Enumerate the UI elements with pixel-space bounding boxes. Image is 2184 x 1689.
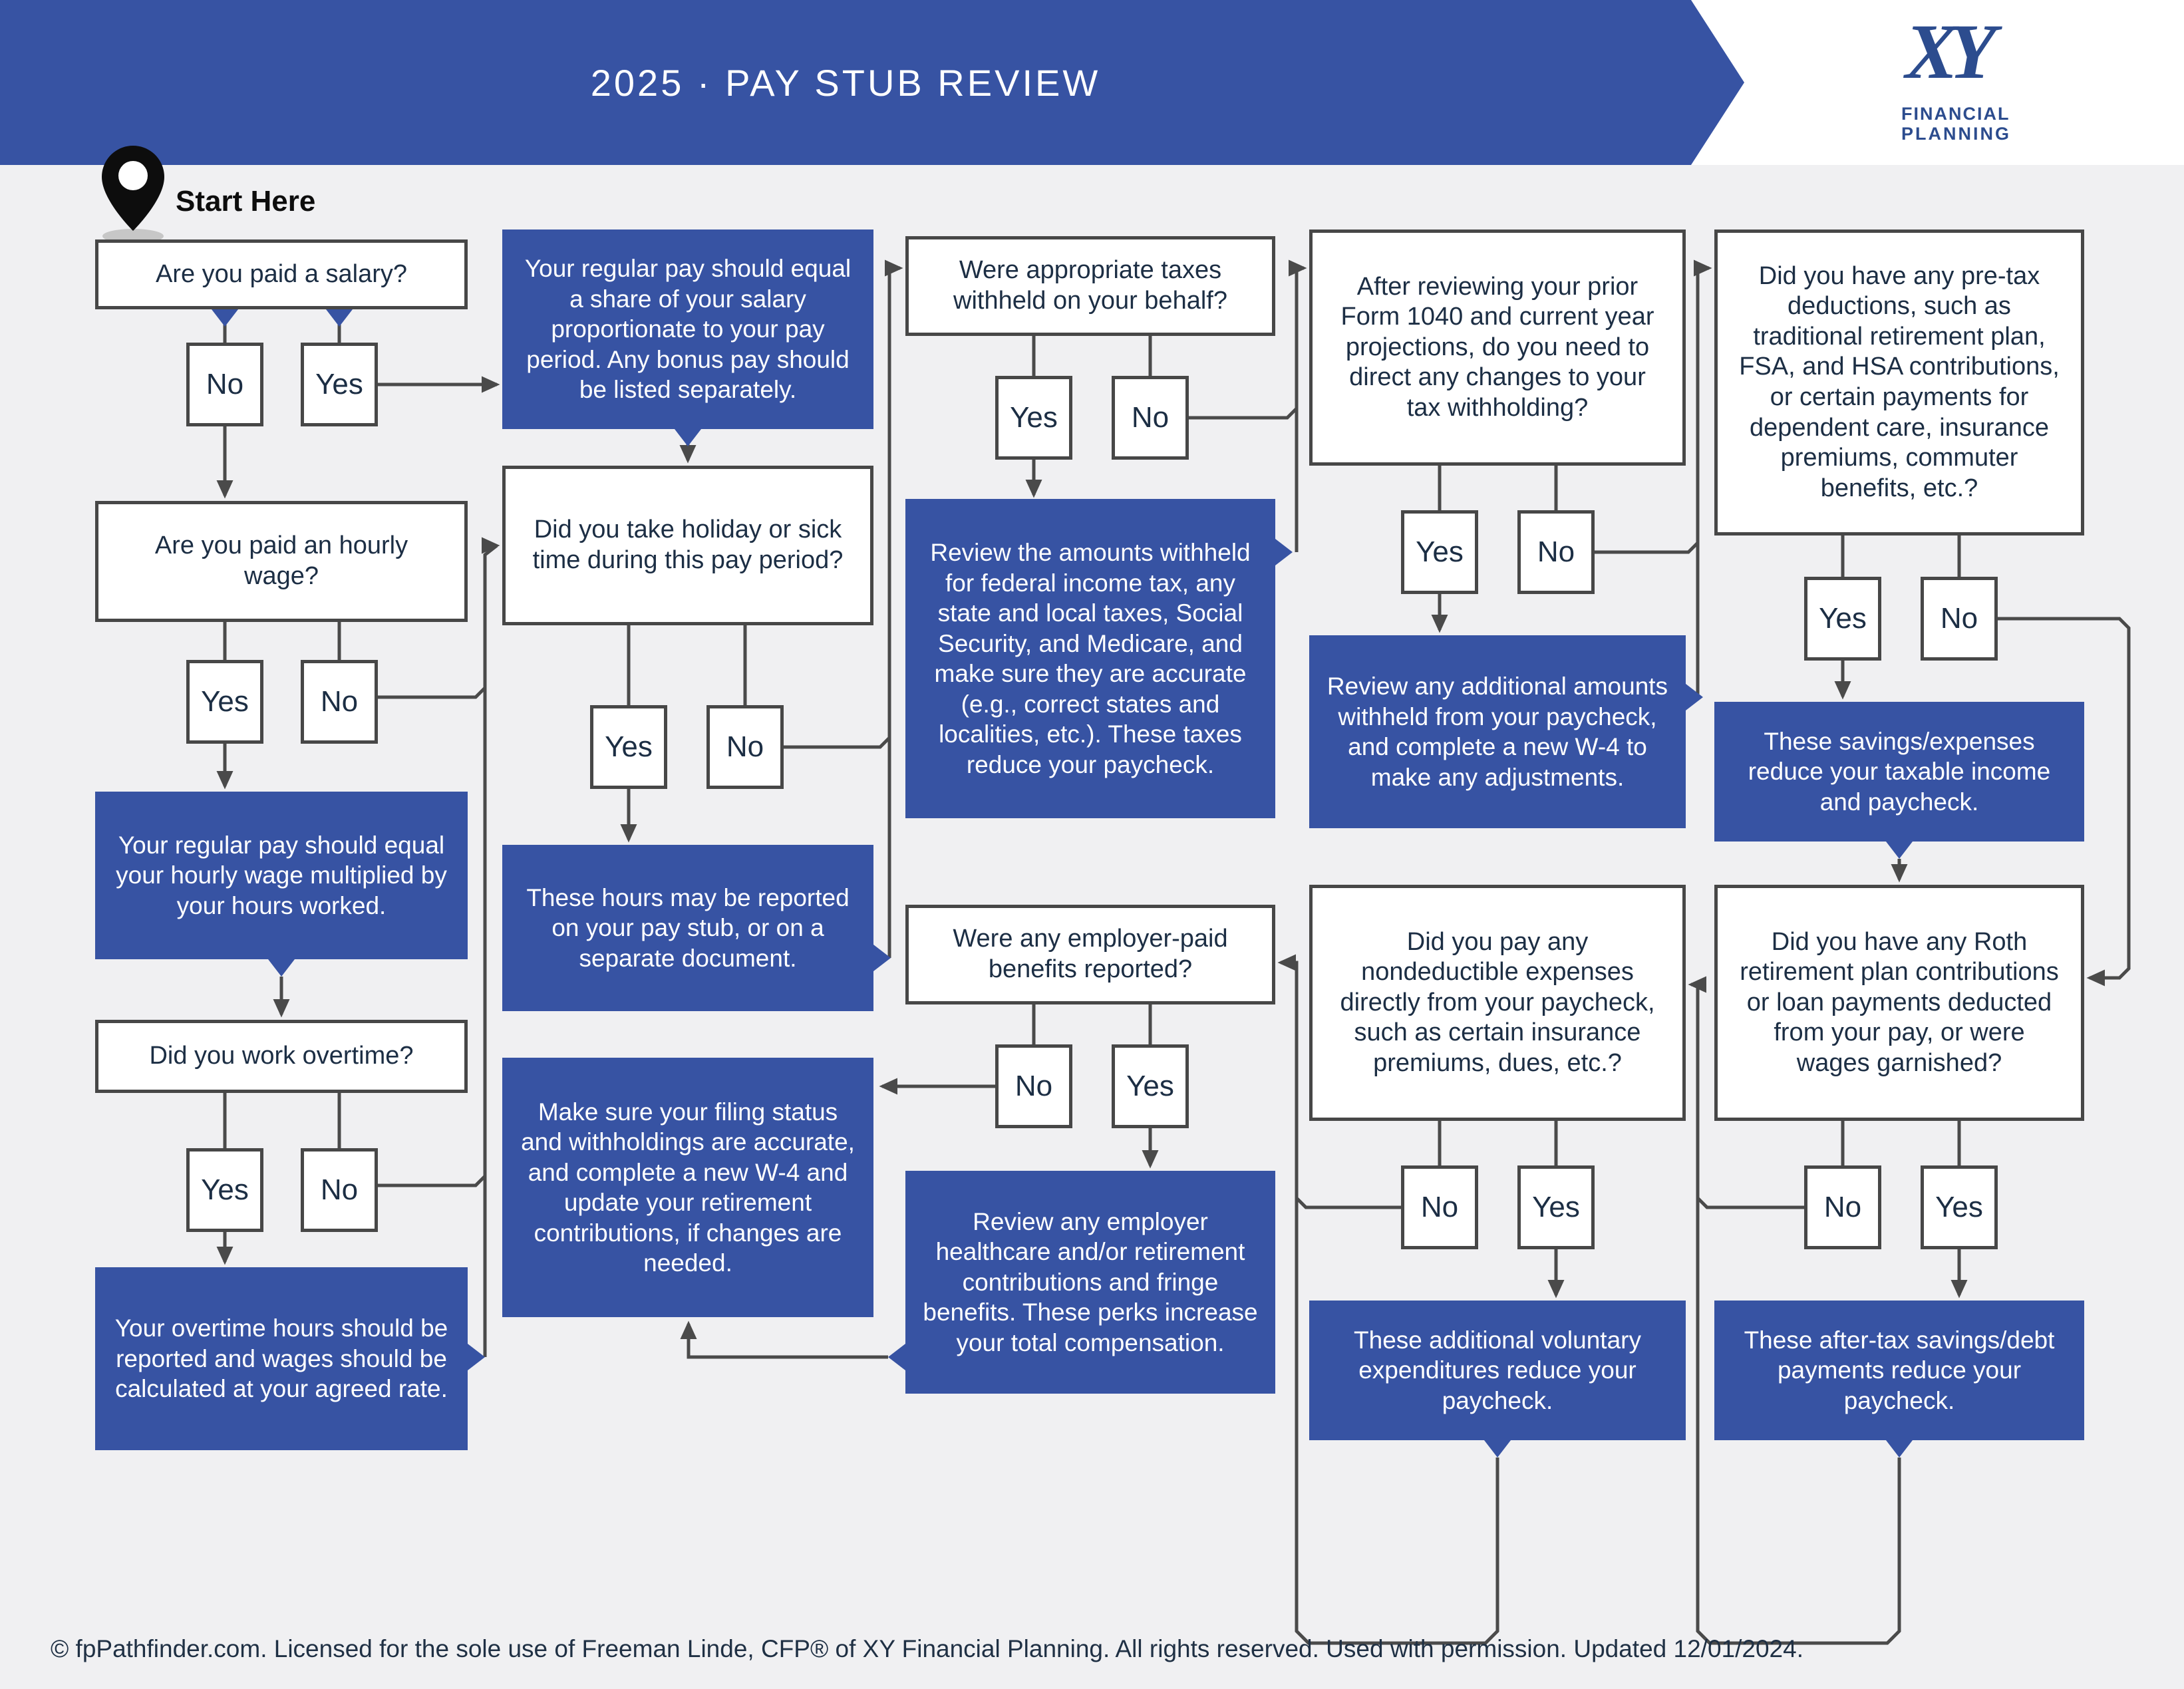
flow-node-overtime-info: Your overtime hours should be reported and wages should be calculated at your agreed rate.: [95, 1267, 468, 1450]
box-exit-tab-11: [1886, 1440, 1913, 1458]
flow-node-tax-review-info: Review the amounts withheld for federal income tax, any state and local taxes, Social Security, and Medicare, and make sure they are accurate (e.g., correct states and localities, etc.). These taxes reduce your paycheck.: [905, 499, 1275, 818]
answer-nondeductible-yes: Yes: [1517, 1165, 1595, 1249]
answer-form1040-no: No: [1517, 510, 1595, 594]
box-exit-tab-0: [212, 309, 238, 327]
flow-node-hours-reported-info: These hours may be reported on your pay stub, or on a separate document.: [502, 845, 873, 1011]
connector-withheld-to-pretax: [1698, 268, 1709, 697]
flow-node-benefits-review-info: Review any employer healthcare and/or retirement contributions and fringe benefits. These perks increase your total compensation.: [905, 1171, 1275, 1394]
connector-hourly-no-merge: [378, 688, 485, 697]
start-here-label: Start Here: [176, 185, 316, 218]
flow-node-holiday-question: Did you take holiday or sick time during this pay period?: [502, 466, 873, 625]
flow-node-aftertax-info: These after-tax savings/debt payments reduce your paycheck.: [1714, 1301, 2084, 1440]
connector-roth-no-merge: [1698, 1198, 1804, 1207]
page-title: 2025 · PAY STUB REVIEW: [590, 61, 1101, 104]
box-exit-tab-1: [326, 309, 353, 327]
flow-node-benefits-question: Were any employer-paid benefits reported?: [905, 905, 1275, 1004]
connector-overtime-no-merge: [378, 1176, 485, 1185]
answer-pretax-no: No: [1921, 577, 1998, 661]
answer-holiday-no: No: [706, 705, 784, 789]
answer-roth-yes: Yes: [1921, 1165, 1998, 1249]
box-exit-tab-3: [468, 1344, 485, 1370]
flow-node-form1040-question: After reviewing your prior Form 1040 and current year projections, do you need to direct any changes to your tax withholding?: [1309, 230, 1686, 466]
answer-pretax-yes: Yes: [1804, 577, 1881, 661]
logo-monogram: XY: [1905, 8, 1987, 95]
connector-nondeductible-no-merge: [1297, 1198, 1401, 1207]
logo-word-planning: PLANNING: [1901, 124, 2011, 144]
connector-hours-to-taxes: [889, 268, 900, 958]
flow-node-filing-status-info: Make sure your filing status and withholdings are accurate, and complete a new W-4 and update your retirement contributions, if changes are needed.: [502, 1058, 873, 1317]
answer-holiday-yes: Yes: [590, 705, 667, 789]
answer-hourly-yes: Yes: [186, 660, 263, 744]
footer-license-text: © fpPathfinder.com. Licensed for the sole use of Freeman Linde, CFP® of XY Financial Planning. All rights reserved. Used with permission. Updated 12/01/2024.: [51, 1635, 1803, 1662]
box-exit-tab-4: [675, 429, 701, 446]
answer-overtime-no: No: [301, 1148, 378, 1232]
flow-node-pretax-info: These savings/expenses reduce your taxable income and paycheck.: [1714, 702, 2084, 842]
flow-node-roth-question: Did you have any Roth retirement plan contributions or loan payments deducted from your pay, or were wages garnished?: [1714, 885, 2084, 1121]
flow-node-pretax-question: Did you have any pre-tax deductions, such as traditional retirement plan, FSA, and HSA contributions, or certain payments for dependent care, insurance premiums, commuter benefits, etc.?: [1714, 230, 2084, 536]
answer-benefits-no: No: [995, 1044, 1072, 1128]
box-exit-tab-2: [268, 959, 295, 977]
answer-benefits-yes: Yes: [1112, 1044, 1189, 1128]
answer-nondeductible-no: No: [1401, 1165, 1478, 1249]
answer-hourly-no: No: [301, 660, 378, 744]
flow-node-salary-question: Are you paid a salary?: [95, 239, 468, 309]
flow-node-additional-withheld-info: Review any additional amounts withheld from your paycheck, and complete a new W-4 to make any adjustments.: [1309, 635, 1686, 828]
answer-salary-yes: Yes: [301, 343, 378, 426]
box-exit-tab-9: [1484, 1440, 1511, 1458]
connector-overtime-info-to-holiday: [485, 545, 497, 1357]
connector-1040-no-merge: [1595, 543, 1698, 552]
flow-node-nondeductible-question: Did you pay any nondeductible expenses directly from your paycheck, such as certain insurance premiums, dues, etc.?: [1309, 885, 1686, 1121]
connector-taxreview-to-1040: [1297, 268, 1304, 552]
box-exit-tab-10: [1886, 842, 1913, 859]
flow-node-voluntary-expenditures-info: These additional voluntary expenditures reduce your paycheck.: [1309, 1301, 1686, 1440]
connector-taxes-no-merge: [1189, 408, 1297, 418]
box-exit-tab-7: [1275, 539, 1293, 565]
flow-node-overtime-question: Did you work overtime?: [95, 1020, 468, 1093]
answer-taxes-no: No: [1112, 376, 1189, 460]
answer-form1040-yes: Yes: [1401, 510, 1478, 594]
box-exit-tab-6: [888, 1344, 905, 1370]
flow-node-taxes-question: Were appropriate taxes withheld on your behalf?: [905, 236, 1275, 336]
flow-node-salary-share-info: Your regular pay should equal a share of your salary proportionate to your pay period. Any bonus pay should be listed separately.: [502, 230, 873, 429]
connector-benefits-review-to-filing: [689, 1324, 888, 1357]
answer-taxes-yes: Yes: [995, 376, 1072, 460]
answer-roth-no: No: [1804, 1165, 1881, 1249]
logo-word-financial: FINANCIAL: [1901, 104, 2010, 124]
connector-holiday-no-merge: [784, 738, 889, 747]
flow-node-hourly-info: Your regular pay should equal your hourly wage multiplied by your hours worked.: [95, 792, 468, 959]
answer-overtime-yes: Yes: [186, 1148, 263, 1232]
box-exit-tab-8: [1686, 684, 1703, 710]
flow-node-hourly-question: Are you paid an hourly wage?: [95, 501, 468, 622]
answer-salary-no: No: [186, 343, 263, 426]
